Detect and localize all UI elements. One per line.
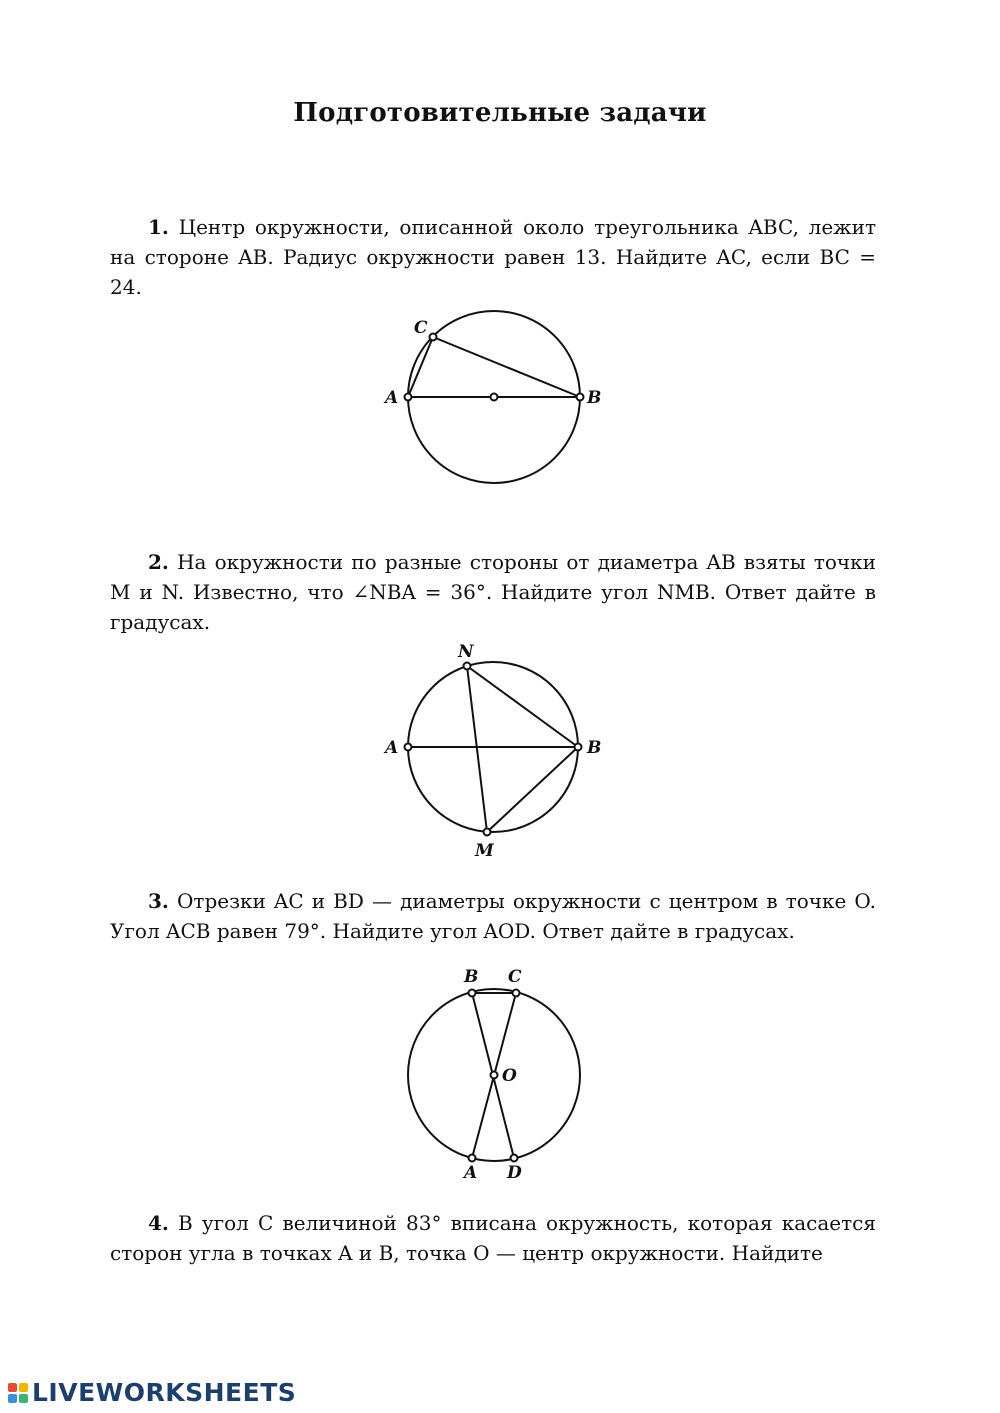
- label-o: O: [502, 1066, 517, 1086]
- center-point: [491, 394, 498, 401]
- point-b: [577, 394, 584, 401]
- point-n: [464, 663, 471, 670]
- problem-text: На окружности по разные стороны от диаметра AB взяты точки M и N. Известно, что ∠NBA = 36°. Найдите угол NMB. Ответ дайте в градусах.: [110, 550, 876, 634]
- label-a: A: [385, 388, 399, 408]
- figure-2: [405, 662, 582, 836]
- segment-ac: [408, 337, 433, 397]
- point-m: [484, 829, 491, 836]
- label-b: B: [587, 388, 602, 408]
- label-b: B: [464, 967, 479, 987]
- label-n: N: [458, 642, 474, 662]
- problem-number: 4.: [148, 1211, 169, 1235]
- problem-text: В угол C величиной 83° вписана окружность, которая касается сторон угла в точках A и B, точка O — центр окружности. Найдите: [110, 1211, 877, 1265]
- point-c: [513, 990, 520, 997]
- point-o: [491, 1072, 498, 1079]
- problem-number: 3.: [148, 889, 169, 913]
- label-d: D: [507, 1163, 522, 1183]
- liveworksheets-logo[interactable]: [8, 1378, 296, 1407]
- label-b: B: [587, 738, 602, 758]
- figure-3: [408, 989, 580, 1162]
- point-b: [575, 744, 582, 751]
- logo-square-green: [19, 1394, 28, 1403]
- logo-square-yellow: [19, 1383, 28, 1392]
- logo-square-blue: [8, 1394, 17, 1403]
- figure-1: [405, 311, 584, 483]
- point-a: [405, 394, 412, 401]
- logo-icon: [8, 1383, 28, 1403]
- segment-mb: [487, 747, 578, 832]
- point-a: [405, 744, 412, 751]
- point-c: [430, 334, 437, 341]
- point-b: [469, 990, 476, 997]
- segment-nb: [467, 666, 578, 747]
- problem-text: Отрезки AC и BD — диаметры окружности с центром в точке O. Угол ACB равен 79°. Найдите угол AOD. Ответ дайте в градусах.: [110, 889, 877, 943]
- label-a: A: [464, 1163, 478, 1183]
- point-d: [511, 1155, 518, 1162]
- label-c: C: [508, 967, 522, 987]
- problem-number: 1.: [148, 215, 169, 239]
- point-a: [469, 1155, 476, 1162]
- brand-name: LIVEWORKSHEETS: [32, 1378, 297, 1407]
- problem-text: Центр окружности, описанной около треугольника ABC, лежит на стороне AB. Радиус окружности равен 13. Найдите AC, если BC = 24.: [110, 215, 877, 299]
- segment-cb: [433, 337, 580, 397]
- problem-number: 2.: [148, 550, 169, 574]
- logo-square-red: [8, 1383, 17, 1392]
- segment-nm: [467, 666, 487, 832]
- label-m: M: [475, 841, 494, 861]
- label-a: A: [385, 738, 399, 758]
- page-title: Подготовительные задачи: [293, 98, 707, 128]
- label-c: C: [414, 318, 428, 338]
